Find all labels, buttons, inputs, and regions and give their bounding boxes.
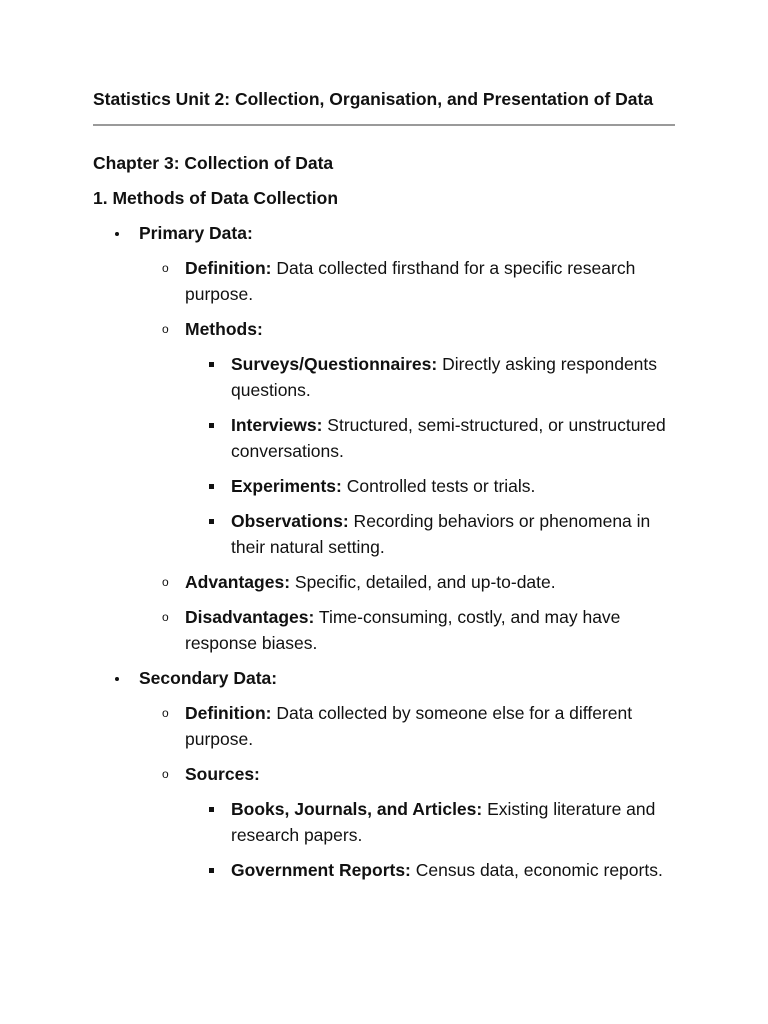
- primary-data-heading: Primary Data:: [139, 223, 253, 243]
- square-bullet-icon: [209, 412, 214, 438]
- list-item-method-experiments: [185, 473, 674, 499]
- primary-data-sublist: [139, 255, 674, 656]
- circle-bullet-icon: o: [162, 610, 169, 624]
- secondary-data-heading: Secondary Data:: [139, 668, 278, 688]
- source-label: Books, Journals, and Articles:: [231, 799, 483, 819]
- advantages-label: Advantages:: [185, 572, 291, 592]
- method-text: Directly asking respondents questions.: [231, 354, 658, 400]
- definition-text: Data collected firsthand for a specific research purpose.: [185, 258, 636, 304]
- advantages-text: Specific, detailed, and up-to-date.: [290, 572, 556, 592]
- circle-bullet-icon: o: [162, 767, 169, 781]
- definition-label: Definition:: [185, 703, 272, 723]
- definition-label: Definition:: [185, 258, 272, 278]
- list-item-secondary-data: [93, 665, 674, 883]
- source-text: Existing literature and research papers.: [231, 799, 656, 845]
- square-bullet-icon: [209, 508, 214, 534]
- circle-bullet-icon: o: [162, 322, 169, 336]
- list-item-source-books: [185, 796, 674, 848]
- circle-bullet-icon: o: [162, 261, 169, 275]
- disadvantages-text: Time-consuming, costly, and may have response biases.: [185, 607, 621, 653]
- disc-bullet-icon: [115, 220, 119, 246]
- list-item-primary-methods: [139, 316, 674, 560]
- method-label: Experiments:: [231, 476, 342, 496]
- square-bullet-icon: [209, 857, 214, 883]
- square-bullet-icon: [209, 351, 214, 377]
- definition-text: Data collected by someone else for a different purpose.: [185, 703, 633, 749]
- chapter-heading: Chapter 3: Collection of Data: [93, 153, 334, 173]
- disc-bullet-icon: [115, 665, 119, 691]
- methods-sublist: [185, 351, 674, 560]
- top-level-list: [93, 220, 674, 883]
- list-item-method-observations: [185, 508, 674, 560]
- method-label: Surveys/Questionnaires:: [231, 354, 438, 374]
- list-item-method-surveys: [185, 351, 674, 403]
- section-heading: 1. Methods of Data Collection: [93, 188, 339, 208]
- list-item-method-interviews: [185, 412, 674, 464]
- circle-bullet-icon: o: [162, 575, 169, 589]
- source-label: Government Reports:: [231, 860, 411, 880]
- method-label: Observations:: [231, 511, 349, 531]
- method-text: Controlled tests or trials.: [341, 476, 536, 496]
- disadvantages-label: Disadvantages:: [185, 607, 315, 627]
- list-item-primary-definition: [139, 255, 674, 307]
- source-text: Census data, economic reports.: [410, 860, 663, 880]
- sources-label: Sources:: [185, 764, 260, 784]
- method-label: Interviews:: [231, 415, 323, 435]
- methods-label: Methods:: [185, 319, 263, 339]
- square-bullet-icon: [209, 796, 214, 822]
- secondary-data-sublist: [139, 700, 674, 883]
- list-item-secondary-sources: [139, 761, 674, 883]
- list-item-source-government: [185, 857, 674, 883]
- circle-bullet-icon: o: [162, 706, 169, 720]
- method-text: Recording behaviors or phenomena in their natural setting.: [231, 511, 651, 557]
- square-bullet-icon: [209, 473, 214, 499]
- document-title: Statistics Unit 2: Collection, Organisation, and Presentation of Data: [93, 89, 654, 109]
- title-divider: [93, 124, 675, 126]
- sources-sublist: [185, 796, 674, 883]
- list-item-primary-data: [93, 220, 674, 656]
- method-text: Structured, semi-structured, or unstructured conversations.: [231, 415, 666, 461]
- list-item-primary-advantages: [139, 569, 674, 595]
- list-item-secondary-definition: [139, 700, 674, 752]
- list-item-primary-disadvantages: [139, 604, 674, 656]
